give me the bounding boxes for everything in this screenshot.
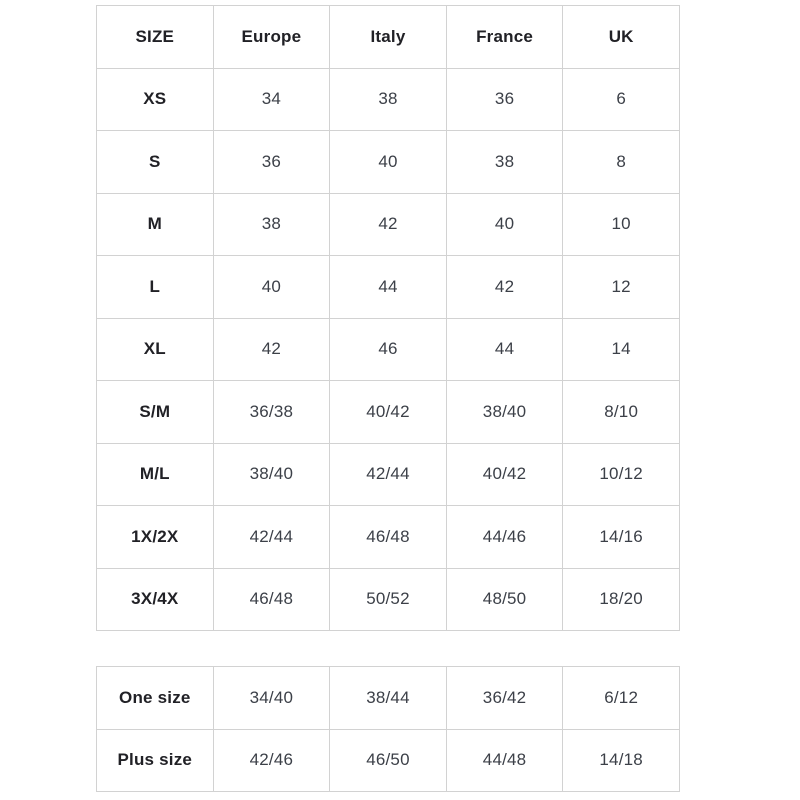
size-label-cell: 1X/2X <box>97 506 214 569</box>
conversion-cell: 50/52 <box>330 568 447 631</box>
conversion-cell: 10/12 <box>563 443 680 506</box>
conversion-cell: 38 <box>213 193 330 256</box>
conversion-cell: 42 <box>330 193 447 256</box>
conversion-cell: 46 <box>330 318 447 381</box>
conversion-cell: 6/12 <box>563 667 680 730</box>
special-sizes-table <box>96 666 680 792</box>
conversion-cell: 40 <box>330 131 447 194</box>
column-header-italy: Italy <box>330 6 447 69</box>
conversion-cell: 42/44 <box>213 506 330 569</box>
conversion-cell: 18/20 <box>563 568 680 631</box>
conversion-cell: 44/48 <box>446 729 563 792</box>
conversion-cell: 36/38 <box>213 381 330 444</box>
conversion-cell: 8 <box>563 131 680 194</box>
table-row <box>97 506 680 569</box>
table-row <box>97 68 680 131</box>
conversion-cell: 12 <box>563 256 680 319</box>
conversion-cell: 40 <box>446 193 563 256</box>
conversion-cell: 42 <box>446 256 563 319</box>
conversion-cell: 8/10 <box>563 381 680 444</box>
conversion-cell: 14/18 <box>563 729 680 792</box>
conversion-cell: 46/48 <box>213 568 330 631</box>
table-row <box>97 318 680 381</box>
conversion-cell: 14 <box>563 318 680 381</box>
table-row <box>97 568 680 631</box>
column-header-uk: UK <box>563 6 680 69</box>
conversion-cell: 46/50 <box>330 729 447 792</box>
conversion-cell: 38/40 <box>446 381 563 444</box>
table-row <box>97 667 680 730</box>
size-label-cell: L <box>97 256 214 319</box>
conversion-cell: 36 <box>213 131 330 194</box>
size-conversion-table <box>96 5 680 631</box>
size-label-cell: 3X/4X <box>97 568 214 631</box>
conversion-cell: 44/46 <box>446 506 563 569</box>
conversion-cell: 40/42 <box>330 381 447 444</box>
column-header-size: SIZE <box>97 6 214 69</box>
conversion-cell: 38/40 <box>213 443 330 506</box>
table-gap <box>96 631 800 666</box>
conversion-cell: 36/42 <box>446 667 563 730</box>
conversion-cell: 44 <box>446 318 563 381</box>
table-row <box>97 131 680 194</box>
table-row <box>97 443 680 506</box>
table-header-row <box>97 6 680 69</box>
size-label-cell: M/L <box>97 443 214 506</box>
size-label-cell: S <box>97 131 214 194</box>
size-label-cell: M <box>97 193 214 256</box>
table-row <box>97 193 680 256</box>
conversion-cell: 42/44 <box>330 443 447 506</box>
table-row <box>97 381 680 444</box>
conversion-cell: 38/44 <box>330 667 447 730</box>
conversion-cell: 14/16 <box>563 506 680 569</box>
conversion-cell: 38 <box>446 131 563 194</box>
size-label-cell: S/M <box>97 381 214 444</box>
column-header-france: France <box>446 6 563 69</box>
size-label-cell: Plus size <box>97 729 214 792</box>
column-header-europe: Europe <box>213 6 330 69</box>
conversion-cell: 48/50 <box>446 568 563 631</box>
table-row <box>97 729 680 792</box>
size-label-cell: One size <box>97 667 214 730</box>
table-row <box>97 256 680 319</box>
conversion-cell: 10 <box>563 193 680 256</box>
conversion-cell: 42 <box>213 318 330 381</box>
conversion-cell: 36 <box>446 68 563 131</box>
size-label-cell: XL <box>97 318 214 381</box>
conversion-cell: 34/40 <box>213 667 330 730</box>
conversion-cell: 38 <box>330 68 447 131</box>
conversion-cell: 44 <box>330 256 447 319</box>
conversion-cell: 46/48 <box>330 506 447 569</box>
conversion-cell: 6 <box>563 68 680 131</box>
size-label-cell: XS <box>97 68 214 131</box>
conversion-cell: 40/42 <box>446 443 563 506</box>
conversion-cell: 34 <box>213 68 330 131</box>
conversion-cell: 40 <box>213 256 330 319</box>
conversion-cell: 42/46 <box>213 729 330 792</box>
